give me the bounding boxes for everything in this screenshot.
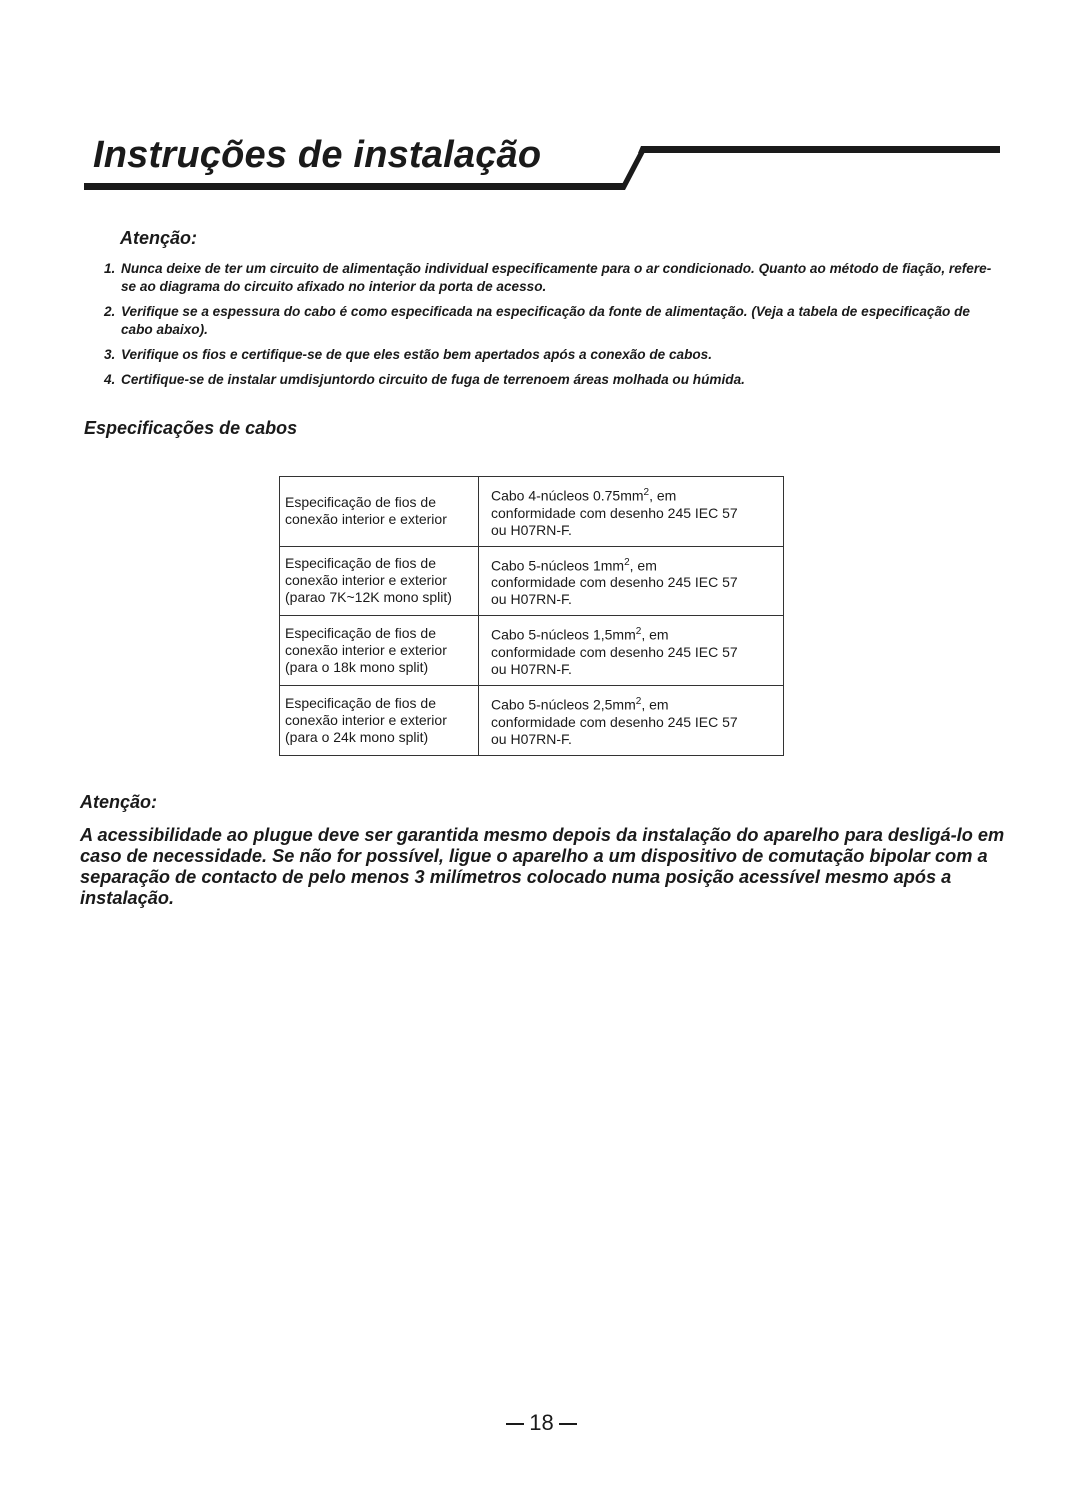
cell-line: (para o 18k mono split) [285, 659, 429, 676]
cell-line [491, 554, 777, 575]
cable-suffix: , em [629, 557, 657, 574]
item-number: 3. [104, 347, 116, 362]
list-item [104, 371, 1004, 389]
table-row [280, 477, 784, 547]
cell-line: ou H07RN-F. [491, 660, 572, 677]
cable-suffix: , em [641, 626, 669, 643]
cell-line: conformidade com desenho 245 IEC 57 [491, 574, 738, 591]
spec-left-cell [280, 546, 479, 616]
cell-line: conexão interior e exterior [285, 711, 447, 728]
title-rule-slant [619, 148, 647, 190]
cell-line: ou H07RN-F. [491, 591, 572, 608]
cable-spec-table [279, 476, 784, 756]
cable-type: Cabo 4-núcleos 0.75mm [491, 487, 644, 504]
table-row [280, 685, 784, 755]
spec-right-cell [479, 616, 784, 686]
dash-left [506, 1423, 524, 1425]
cell-line: Especificação de fios de [285, 494, 436, 511]
page-number-value: 18 [529, 1410, 554, 1435]
cable-suffix: , em [649, 487, 677, 504]
item-number: 4. [104, 372, 116, 387]
superscript: 2 [635, 695, 642, 707]
cable-type: Cabo 5-núcleos 2,5mm [491, 696, 636, 713]
cable-spec-heading: Especificações de cabos [84, 418, 298, 438]
item-number: 2. [104, 304, 116, 319]
title-rule-left [84, 183, 625, 190]
cell-line: ou H07RN-F. [491, 521, 572, 538]
list-item [104, 346, 1004, 364]
table-row [280, 546, 784, 616]
spec-right-cell [479, 477, 784, 547]
cell-line: conformidade com desenho 245 IEC 57 [491, 504, 738, 521]
attention-list [104, 260, 1004, 396]
superscript: 2 [624, 556, 630, 568]
list-item [104, 303, 1004, 339]
spec-right-cell [479, 546, 784, 616]
cell-line: conformidade com desenho 245 IEC 57 [491, 643, 738, 660]
cell-line: conformidade com desenho 245 IEC 57 [491, 713, 738, 730]
table-row [280, 616, 784, 686]
superscript: 2 [643, 487, 650, 498]
cell-line: (para o 24k mono split) [285, 728, 429, 745]
cable-type: Cabo 5-núcleos 1mm [491, 557, 625, 574]
item-text: Verifique se a espessura do cabo é como especificada na especificação da fonte de alimentação. (Veja a tabela de especificação de cabo abaixo). [121, 304, 970, 337]
list-item [104, 260, 1004, 296]
dash-right [559, 1423, 577, 1425]
item-number: 1. [104, 261, 116, 276]
cell-line [491, 484, 777, 505]
cell-line: conexão interior e exterior [285, 642, 447, 659]
attention-label-2: Atenção: [80, 792, 158, 812]
cell-line [491, 623, 777, 644]
title-rule-right [638, 146, 1000, 153]
spec-right-cell [479, 685, 784, 755]
cell-line: Especificação de fios de [285, 555, 436, 572]
cell-line: conexão interior e exterior [285, 511, 447, 528]
cell-line: conexão interior e exterior [285, 572, 447, 589]
cell-line: Especificação de fios de [285, 694, 436, 711]
page-number [0, 1410, 1083, 1436]
page-title: Instruções de instalação [93, 134, 542, 176]
spec-left-cell [280, 477, 479, 547]
item-text: Nunca deixe de ter um circuito de alimentação individual especificamente para o ar condicionado. Quanto ao método de fiação, refere-se ao diagrama do circuito afixado no interior da porta de acesso. [121, 261, 992, 294]
cable-suffix: , em [641, 696, 669, 713]
cell-line: Especificação de fios de [285, 625, 436, 642]
spec-left-cell [280, 685, 479, 755]
item-text: Verifique os fios e certifique-se de que eles estão bem apertados após a conexão de cabos. [121, 347, 713, 362]
item-text: Certifique-se de instalar umdisjuntordo circuito de fuga de terrenoem áreas molhada ou húmida. [121, 372, 745, 387]
cell-line [491, 693, 777, 714]
cell-line: (parao 7K~12K mono split) [285, 589, 452, 606]
superscript: 2 [635, 626, 642, 638]
plug-accessibility-warning: A acessibilidade ao plugue deve ser garantida mesmo depois da instalação do aparelho para desligá-lo em caso de necessidade. Se não for possível, ligue o aparelho a um dispositivo de comutação bipolar com a separação de contacto de pelo menos 3 milímetros colocado numa posição acessível mesmo após a instalação. [80, 825, 1005, 908]
cable-type: Cabo 5-núcleos 1,5mm [491, 626, 636, 643]
cell-line: ou H07RN-F. [491, 730, 572, 747]
spec-left-cell [280, 616, 479, 686]
attention-label: Atenção: [120, 228, 198, 248]
